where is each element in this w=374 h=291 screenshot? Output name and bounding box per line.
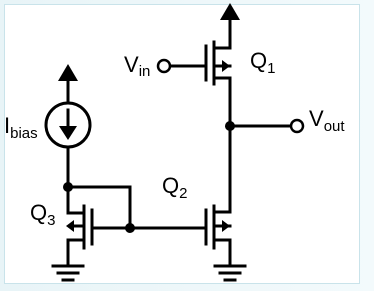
gate-node xyxy=(125,223,135,233)
q3-source-arrow xyxy=(66,220,74,232)
q3-label: $Q_3$ xyxy=(30,200,56,229)
vout-terminal xyxy=(291,120,303,132)
vout-label: $V_{out}$ xyxy=(309,106,345,135)
ibias-arrow-head xyxy=(59,126,77,140)
q3-drain-node xyxy=(63,182,73,192)
q1-label: $Q_1$ xyxy=(250,48,276,77)
vdd-arrow-q1 xyxy=(220,3,240,20)
vdd-arrow-ibias xyxy=(58,64,78,81)
ibias-label: $I_{bias}$ xyxy=(4,113,38,142)
q1-source-arrow xyxy=(222,60,230,72)
vin-terminal xyxy=(158,60,170,72)
q2-label: $Q_2$ xyxy=(162,173,188,202)
q2-source-arrow xyxy=(222,220,230,232)
vin-label: Vin xyxy=(124,52,151,80)
vout-node xyxy=(225,121,235,131)
